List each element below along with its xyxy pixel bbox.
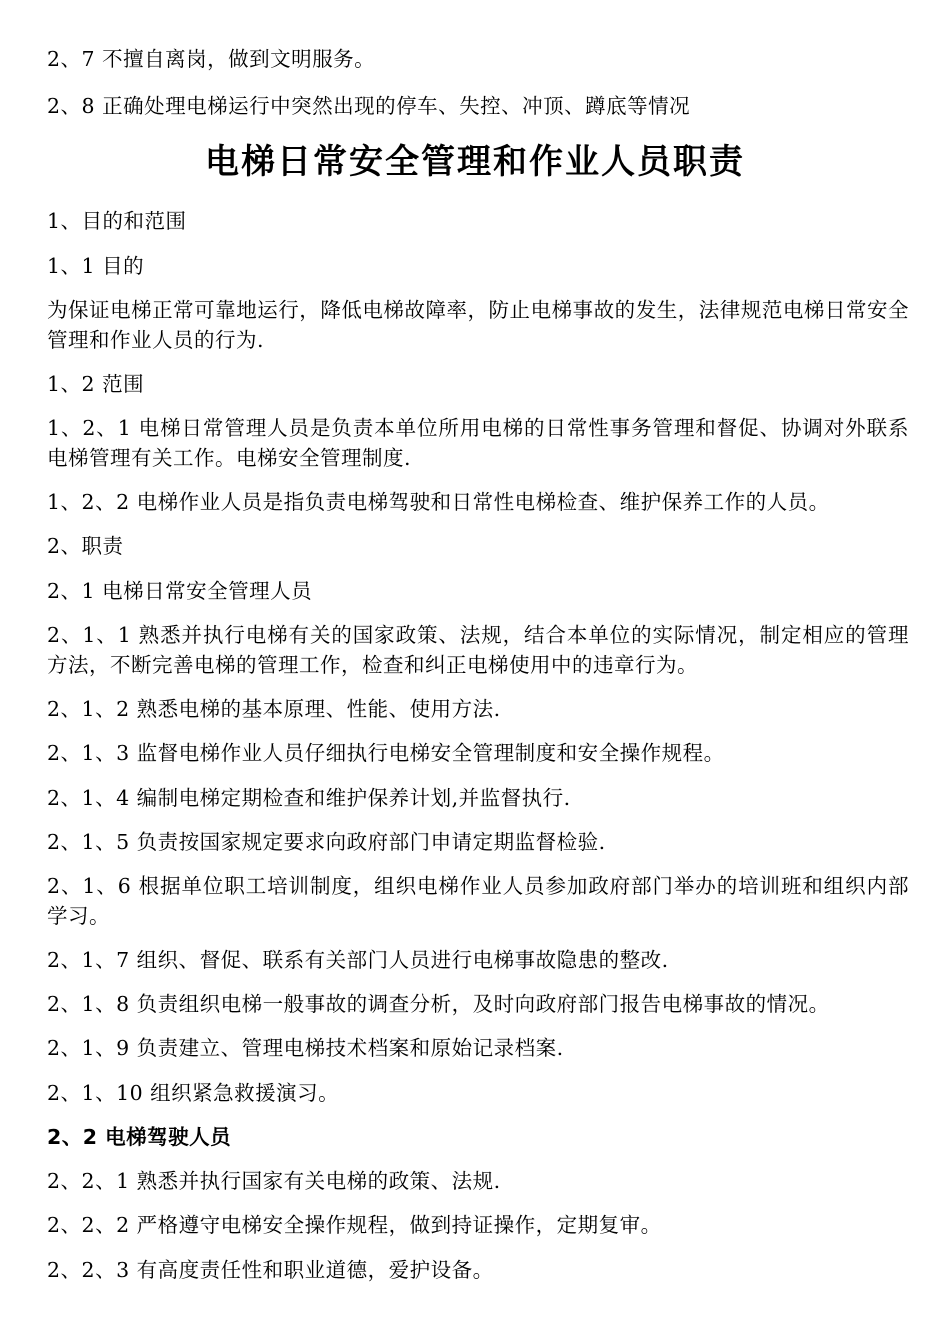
section-1-heading: 1、目的和范围 — [47, 209, 187, 233]
clause-1-2-1: 1、2、1 电梯日常管理人员是负责本单位所用电梯的日常性事务管理和督促、协调对外联系电梯管理有关工作。电梯安全管理制度. — [47, 416, 909, 470]
section-1-1-heading: 1、1 目的 — [47, 254, 145, 278]
clause-2-1-8: 2、1、8 负责组织电梯一般事故的调查分析，及时向政府部门报告电梯事故的情况。 — [47, 992, 830, 1016]
clause-1-2-2: 1、2、2 电梯作业人员是指负责电梯驾驶和日常性电梯检查、维护保养工作的人员。 — [47, 490, 830, 514]
clause-2-1-7: 2、1、7 组织、督促、联系有关部门人员进行电梯事故隐患的整改. — [47, 948, 669, 972]
clause-2-1-10: 2、1、10 组织紧急救援演习。 — [47, 1081, 340, 1105]
section-2-heading: 2、职责 — [47, 534, 124, 558]
purpose-paragraph: 为保证电梯正常可靠地运行，降低电梯故障率，防止电梯事故的发生，法律规范电梯日常安全管理和作业人员的行为. — [47, 298, 909, 352]
clause-2-1-2: 2、1、2 熟悉电梯的基本原理、性能、使用方法. — [47, 697, 501, 721]
section-1-2-heading: 1、2 范围 — [47, 372, 145, 396]
clause-2-1-6: 2、1、6 根据单位职工培训制度，组织电梯作业人员参加政府部门举办的培训班和组织内部学习。 — [47, 874, 909, 928]
clause-2-2-3: 2、2、3 有高度责任性和职业道德，爱护设备。 — [47, 1258, 494, 1282]
document-title: 电梯日常安全管理和作业人员职责 — [205, 142, 745, 182]
section-2-2-heading: 2、2 电梯驾驶人员 — [47, 1125, 232, 1149]
section-2-1-heading: 2、1 电梯日常安全管理人员 — [47, 579, 313, 603]
clause-2-7: 2、7 不擅自离岗，做到文明服务。 — [47, 47, 376, 71]
clause-2-1-3: 2、1、3 监督电梯作业人员仔细执行电梯安全管理制度和安全操作规程。 — [47, 741, 725, 765]
clause-2-1-4: 2、1、4 编制电梯定期检查和维护保养计划,并监督执行. — [47, 786, 571, 810]
clause-2-2-2: 2、2、2 严格遵守电梯安全操作规程，做到持证操作，定期复审。 — [47, 1213, 662, 1237]
clause-2-1-9: 2、1、9 负责建立、管理电梯技术档案和原始记录档案. — [47, 1036, 564, 1060]
clause-2-8: 2、8 正确处理电梯运行中突然出现的停车、失控、冲顶、蹲底等情况 — [47, 94, 691, 118]
clause-2-1-5: 2、1、5 负责按国家规定要求向政府部门申请定期监督检验. — [47, 830, 606, 854]
clause-2-1-1: 2、1、1 熟悉并执行电梯有关的国家政策、法规，结合本单位的实际情况，制定相应的管理方法，不断完善电梯的管理工作，检查和纠正电梯使用中的违章行为。 — [47, 623, 909, 677]
clause-2-2-1: 2、2、1 熟悉并执行国家有关电梯的政策、法规. — [47, 1169, 501, 1193]
